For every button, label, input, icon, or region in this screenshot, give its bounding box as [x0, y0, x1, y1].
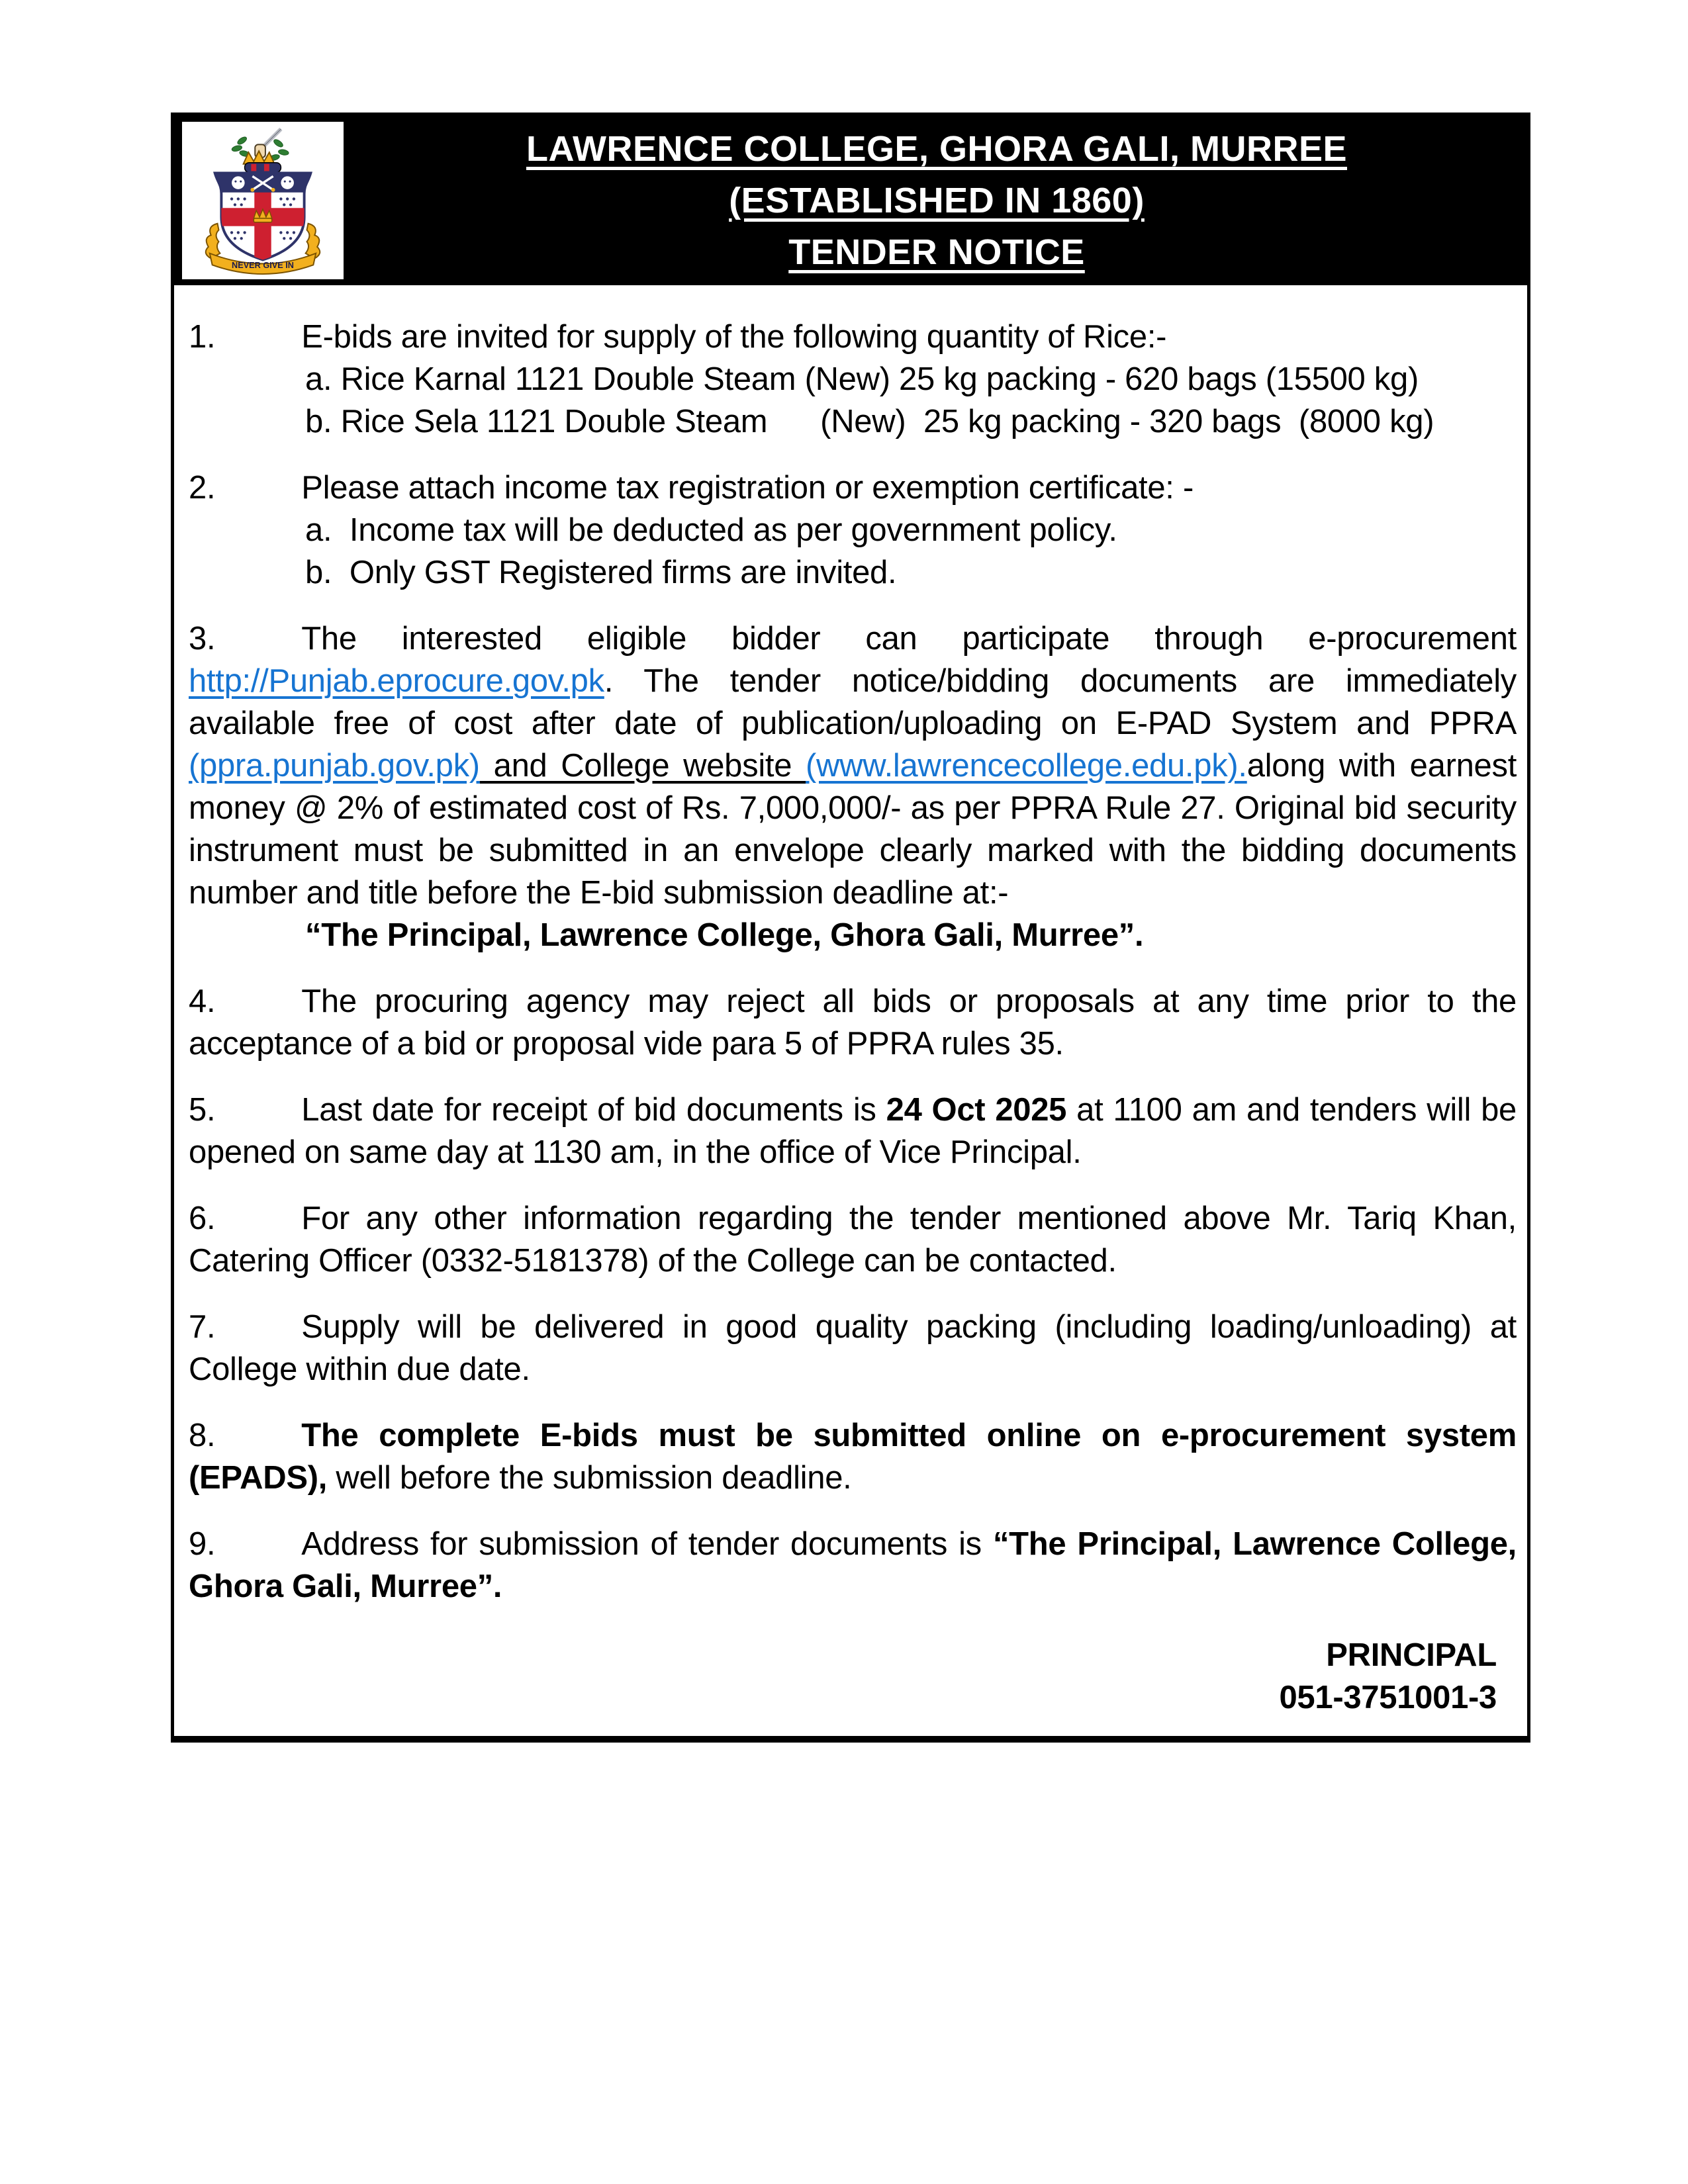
item-3-text-1: The interested eligible bidder can participate through e-procurement	[301, 621, 1517, 657]
submission-address-quote: “The Principal, Lawrence College, Ghora Gali, Murree”.	[305, 917, 1144, 953]
tender-item-2	[189, 467, 1517, 594]
ppra-link[interactable]: (ppra.punjab.gov.pk)	[189, 748, 480, 784]
tax-item-a: a. Income tax will be deducted as per government policy.	[305, 512, 1117, 548]
tender-notice-document	[171, 113, 1530, 1743]
item-9-address-bold: “The Principal, Lawrence College, Ghora Gali, Murree”.	[189, 1526, 1517, 1604]
tender-item-6	[189, 1197, 1517, 1282]
item-9-number: 9.	[189, 1526, 216, 1562]
tender-item-9	[189, 1523, 1517, 1608]
college-crest-logo	[179, 119, 346, 282]
tender-item-5	[189, 1089, 1517, 1173]
tender-item-4	[189, 980, 1517, 1065]
rice-item-b: b. Rice Sela 1121 Double Steam (New) 25 kg packing - 320 bags (8000 kg)	[305, 404, 1434, 439]
item-3-text-4: along with earnest money @ 2% of estimated cost of Rs. 7,000,000/- as per PPRA Rule 27. Original bid security instrument must be submitted in an envelope clearly marked with the bidding documents number and title before the E-bid submission deadline at:-	[189, 748, 1517, 911]
signature-title: PRINCIPAL	[1326, 1637, 1497, 1673]
eprocure-link[interactable]: http://Punjab.eprocure.gov.pk	[189, 663, 604, 699]
item-6-number: 6.	[189, 1201, 216, 1236]
item-4-number: 4.	[189, 983, 216, 1019]
page-title: LAWRENCE COLLEGE, GHORA GALI, MURREE	[526, 129, 1347, 169]
item-3-text-3: and College website	[479, 748, 806, 784]
notice-body	[174, 285, 1527, 1736]
item-3-text-2: . The tender notice/bidding documents are immediately available free of cost after date of publication/uploading on E-PAD System and PPRA	[189, 663, 1517, 741]
item-2-text: Please attach income tax registration or exemption certificate: -	[301, 470, 1194, 506]
item-6-text: For any other information regarding the tender mentioned above Mr. Tariq Khan, Catering Officer (0332-5181378) of the College can be contacted.	[189, 1201, 1517, 1279]
established-subtitle: (ESTABLISHED IN 1860)	[729, 181, 1145, 220]
item-8-text-post: well before the submission deadline.	[327, 1460, 852, 1496]
tax-item-b: b. Only GST Registered firms are invited.	[305, 555, 897, 590]
item-8-text-bold: The complete E-bids must be submitted online on e-procurement system (EPADS),	[189, 1418, 1517, 1496]
header-band	[174, 116, 1527, 285]
item-1-lead	[189, 316, 1517, 358]
item-5-number: 5.	[189, 1092, 216, 1128]
tender-notice-heading: TENDER NOTICE	[788, 232, 1085, 272]
tender-item-1	[189, 316, 1517, 443]
item-5-text-post: at 1100 am and tenders will be opened on same day at 1130 am, in the office of Vice Principal.	[189, 1092, 1517, 1170]
item-1-text: E-bids are invited for supply of the following quantity of Rice:-	[301, 319, 1167, 355]
item-2-lead	[189, 467, 1517, 509]
item-3-number: 3.	[189, 621, 216, 657]
rice-item-a: a. Rice Karnal 1121 Double Steam (New) 25 kg packing - 620 bags (15500 kg)	[305, 361, 1419, 397]
signature-block	[189, 1634, 1517, 1719]
college-website-link[interactable]: (www.lawrencecollege.edu.pk).	[806, 748, 1247, 784]
item-2-number: 2.	[189, 470, 216, 506]
item-1-number: 1.	[189, 319, 216, 355]
item-9-text-pre: Address for submission of tender documents is	[301, 1526, 993, 1562]
item-8-number: 8.	[189, 1418, 216, 1453]
item-5-text-pre: Last date for receipt of bid documents is	[301, 1092, 886, 1128]
tender-item-3	[189, 617, 1517, 956]
tender-item-8	[189, 1414, 1517, 1499]
crest-icon	[187, 126, 339, 275]
crest-motto: NEVER GIVE IN	[232, 259, 294, 270]
item-4-text: The procuring agency may reject all bids or proposals at any time prior to the acceptance of a bid or proposal vide para 5 of PPRA rules 35.	[189, 983, 1517, 1062]
item-7-text: Supply will be delivered in good quality packing (including loading/unloading) at College within due date.	[189, 1309, 1517, 1387]
signature-phone: 051-3751001-3	[1279, 1680, 1497, 1715]
header-titles	[346, 123, 1527, 278]
item-7-number: 7.	[189, 1309, 216, 1345]
tender-item-7	[189, 1306, 1517, 1390]
bid-deadline-date: 24 Oct 2025	[886, 1092, 1067, 1128]
